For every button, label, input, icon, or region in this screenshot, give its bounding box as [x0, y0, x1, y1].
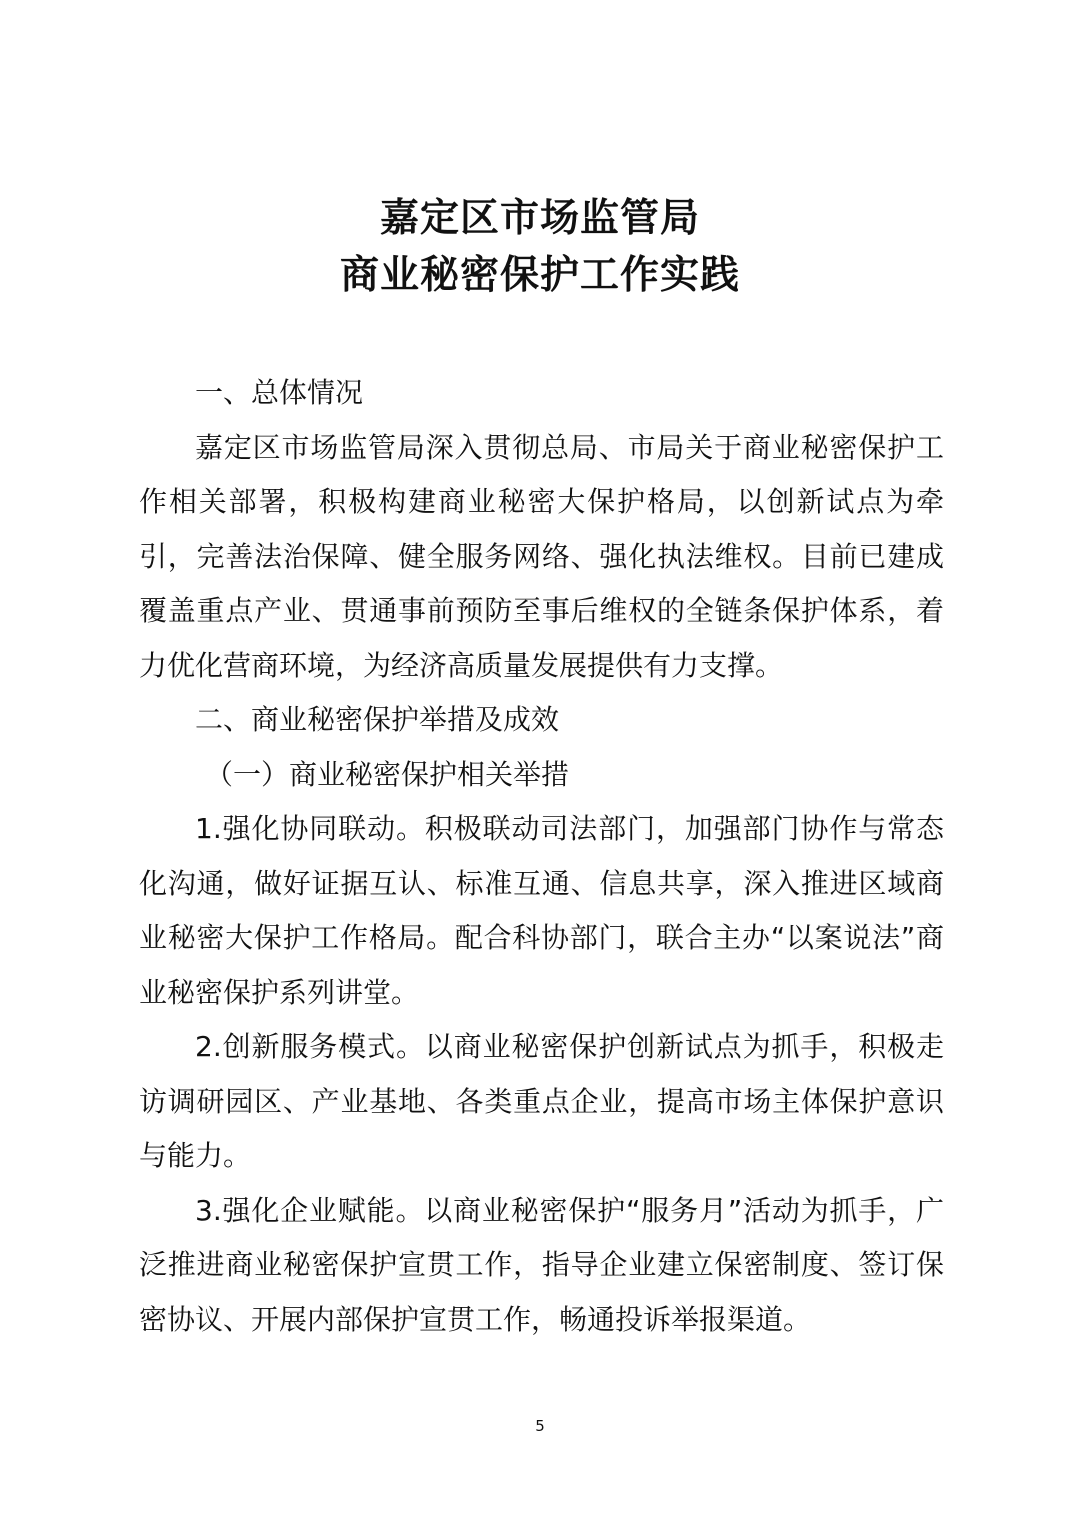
- document-title-line1: 嘉定区市场监管局: [379, 195, 700, 241]
- paragraph-overview: 嘉定区市场监管局深入贯彻总局、市局关于商业秘密保护工作相关部署，积极构建商业秘密大保护格局，以创新试点为牵引，完善法治保障、健全服务网络、强化执法维权。目前已建成覆盖重点产业、贯通事前预防至事后维权的全链条保护体系，着力优化营商环境，为经济高质量发展提供有力支撑。: [139, 430, 944, 682]
- document-body: [139, 366, 944, 1347]
- subsection-heading-measures: （一）商业秘密保护相关举措: [205, 757, 570, 791]
- list-item-coordination: 1.强化协同联动。积极联动司法部门，加强部门协作与常态化沟通，做好证据互认、标准互通、信息共享，深入推进区域商业秘密大保护工作格局。配合科协部门，联合主办“以案说法”商业秘密保护系列讲堂。: [139, 812, 944, 1009]
- list-item-service-model: 2.创新服务模式。以商业秘密保护创新试点为抓手，积极走访调研园区、产业基地、各类重点企业，提高市场主体保护意识与能力。: [139, 1030, 944, 1172]
- section-heading-overview: 一、总体情况: [195, 376, 364, 409]
- list-item-enterprise-empowerment: 3.强化企业赋能。以商业秘密保护“服务月”活动为抓手，广泛推进商业秘密保护宣贯工作，指导企业建立保密制度、签订保密协议、开展内部保护宣贯工作，畅通投诉举报渠道。: [139, 1193, 944, 1336]
- document-title-line2: 商业秘密保护工作实践: [339, 252, 740, 298]
- page-number: 5: [535, 1417, 545, 1435]
- section-heading-measures: 二、商业秘密保护举措及成效: [195, 703, 560, 736]
